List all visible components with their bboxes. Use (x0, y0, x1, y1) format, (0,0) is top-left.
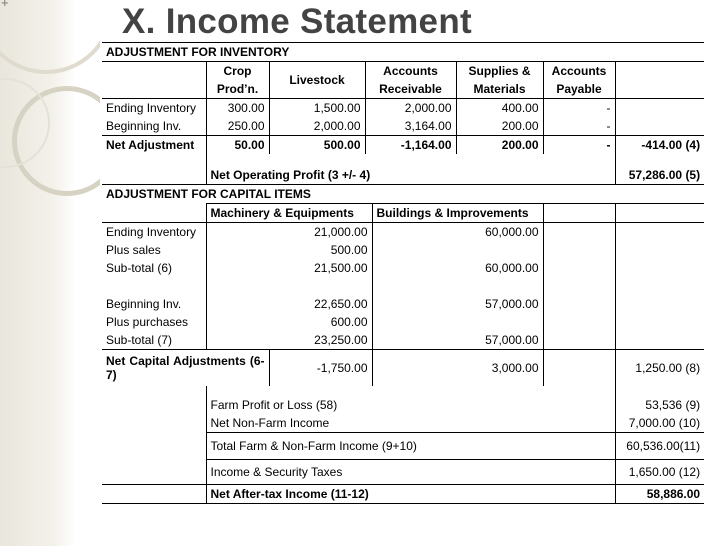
col-header-ar-line2: Receivable (365, 80, 456, 99)
table-row (102, 62, 704, 81)
col-header-crop-line2: Prod’n. (206, 80, 269, 99)
cell-value: 1,500.00 (269, 99, 365, 118)
cell-value: 21,000.00 (269, 223, 372, 242)
after-tax-income-label: Net After-tax Income (11-12) (206, 485, 615, 504)
table-row (102, 154, 704, 166)
plus-icon: + (1, 0, 9, 10)
taxes-label: Income & Security Taxes (206, 460, 615, 485)
table-row (102, 43, 704, 62)
table-row (102, 396, 704, 414)
cell-value: 500.00 (269, 136, 365, 155)
table-row (102, 460, 704, 485)
table-row (102, 277, 704, 295)
cell-value: 23,250.00 (314, 333, 368, 347)
row-label: Plus sales (106, 243, 161, 257)
table-row (102, 295, 704, 313)
cell-value (372, 313, 543, 331)
capital-heading: ADJUSTMENT FOR CAPITAL ITEMS (102, 185, 704, 204)
cell-value: 300.00 (206, 99, 269, 118)
income-statement-table (102, 42, 704, 504)
farm-profit-label: Farm Profit or Loss (58) (206, 396, 615, 414)
slide-decoration (0, 0, 100, 546)
cell-value: 600.00 (330, 315, 368, 329)
cell-value: - (543, 99, 615, 118)
net-operating-profit-label: Net Operating Profit (3 +/- 4) (206, 166, 615, 185)
inventory-heading: ADJUSTMENT FOR INVENTORY (102, 43, 704, 62)
col-header-buildings: Buildings & Improvements (372, 204, 543, 223)
row-label: Sub-total (6) (106, 261, 173, 275)
cell-value: 50.00 (206, 136, 269, 155)
cell-value: 60,000.00 (372, 223, 543, 242)
row-label: Beginning Inv. (106, 297, 182, 311)
table-row (102, 241, 704, 259)
cell-value: 22,650.00 (314, 297, 368, 311)
total-income-label: Total Farm & Non-Farm Income (9+10) (206, 433, 615, 460)
row-label: Beginning Inv. (106, 119, 182, 133)
page-title: X. Income Statement (122, 2, 472, 41)
col-header-accounts-payable: Accounts (543, 62, 615, 81)
col-header-ap-line2: Payable (543, 80, 615, 99)
row-label: Net Adjustment (102, 136, 206, 155)
taxes-value: 1,650.00 (12) (615, 460, 704, 485)
cell-value: 500.00 (330, 243, 368, 257)
row-label: Plus purchases (106, 315, 189, 329)
col-header-livestock: Livestock (269, 62, 365, 99)
table-row (102, 433, 704, 460)
table-row (102, 414, 704, 433)
after-tax-income-value: 58,886.00 (615, 485, 704, 504)
cell-value: 60,000.00 (372, 259, 543, 277)
col-header-machinery: Machinery & Equipments (206, 204, 372, 223)
cell-value: 57,000.00 (372, 331, 543, 350)
cell-value: 200.00 (456, 136, 543, 155)
table-row (102, 136, 704, 155)
table-row (102, 223, 704, 242)
table-row (102, 386, 704, 396)
table-row (102, 166, 704, 185)
row-label: Sub-total (7) (106, 333, 173, 347)
total-income-value: 60,536.00(11) (615, 433, 704, 460)
col-header-supplies-line2: Materials (456, 80, 543, 99)
col-header-supplies: Supplies & (456, 62, 543, 81)
cell-value: -1,750.00 (269, 350, 372, 387)
table-row (102, 117, 704, 136)
cell-value: 2,000.00 (269, 117, 365, 136)
cell-value: - (543, 117, 615, 136)
cell-value: 400.00 (456, 99, 543, 118)
non-farm-income-value: 7,000.00 (10) (615, 414, 704, 433)
table-row (102, 99, 704, 118)
farm-profit-value: 53,536 (9) (615, 396, 704, 414)
col-header-accounts-receivable: Accounts (365, 62, 456, 81)
table-row (102, 259, 704, 277)
cell-value: 250.00 (206, 117, 269, 136)
cell-value: 3,164.00 (365, 117, 456, 136)
cell-value: - (543, 136, 615, 155)
table-row (102, 185, 704, 204)
table-row (102, 331, 704, 350)
cell-value: 21,500.00 (314, 261, 368, 275)
row-label: Ending Inventory (102, 223, 206, 242)
cell-value: 57,000.00 (372, 295, 543, 313)
table-row (102, 485, 704, 504)
row-label: Net Capital Adjustments (6-7) (102, 350, 269, 387)
table-row (102, 204, 704, 223)
net-capital-total: 1,250.00 (8) (615, 350, 704, 387)
cell-value: 3,000.00 (372, 350, 543, 387)
table-row (102, 350, 704, 387)
decorative-ring (0, 0, 100, 74)
row-label: Ending Inventory (102, 99, 206, 118)
cell-value: -1,164.00 (365, 136, 456, 155)
cell-value: 2,000.00 (365, 99, 456, 118)
table-row (102, 80, 704, 99)
net-operating-profit-value: 57,286.00 (5) (615, 166, 704, 185)
cell-value (372, 241, 543, 259)
cell-value: 200.00 (456, 117, 543, 136)
table-row (102, 313, 704, 331)
net-adjustment-total: -414.00 (4) (615, 136, 704, 155)
col-header-crop: Crop (206, 62, 269, 81)
non-farm-income-label: Net Non-Farm Income (206, 414, 615, 433)
